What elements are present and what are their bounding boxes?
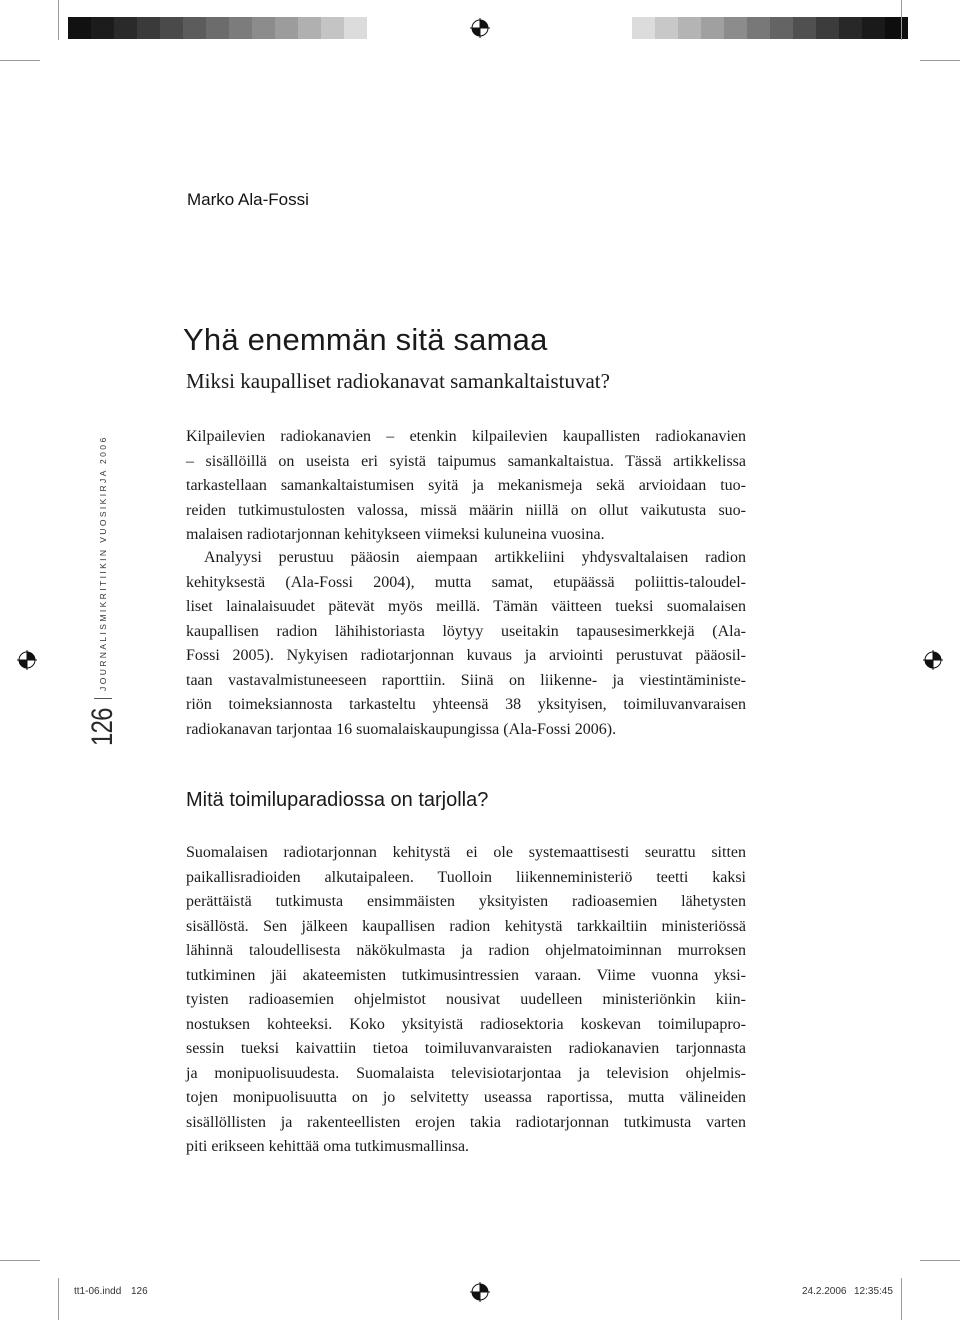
text-line: lähinnä taloudellisesta näkökulmasta ja radion ohjelmatoiminnan murroksen [186, 942, 746, 959]
article-title: Yhä enemmän sitä samaa [183, 322, 548, 357]
registration-target-icon [470, 1282, 490, 1302]
slug-page-number: 126 [131, 1286, 148, 1297]
crop-mark [920, 1260, 960, 1261]
text-line: tyisten radioasemien ohjelmistot nousivat uudelleen ministeriönkin kiin- [186, 991, 746, 1008]
crop-mark [0, 60, 40, 61]
text-line: sisällöllisten ja rakenteellisten erojen takia radiotarjonnan tutkimusta varten [186, 1113, 746, 1131]
text-line: – sisällöillä on useista eri syistä taipumus samankaltaistua. Tässä artikkelissa [186, 452, 746, 470]
registration-mark-right [923, 650, 943, 670]
text-line: tojen monipuolisuutta on jo selvitetty useassa raportissa, mutta välineiden [186, 1089, 746, 1106]
crop-mark [901, 1278, 902, 1320]
text-line: paikallisradioiden alkutaipaleen. Tuolloin liikenneministeriö teetti kaksi [186, 868, 746, 886]
crop-mark [0, 1260, 40, 1261]
color-swatch [839, 17, 862, 39]
color-bar-left [68, 17, 367, 39]
color-swatch [862, 17, 885, 39]
text-line: liset lainalaisuudet pätevät myös meillä. Tämän väitteen tueksi suomalaisen [186, 598, 746, 615]
color-swatch [344, 17, 367, 39]
color-swatch [114, 17, 137, 39]
color-swatch [747, 17, 770, 39]
color-swatch [908, 17, 931, 39]
text-line: sessin tueksi kaivattiin tietoa toimiluvanvaraisten radiokanavien tarjonnasta [186, 1040, 746, 1057]
color-swatch [655, 17, 678, 39]
intro-paragraph [186, 425, 746, 548]
registration-mark-top [470, 18, 490, 38]
text-line: kehityksestä (Ala-Fossi 2004), mutta samat, etupäässä poliittis-taloudel- [186, 573, 746, 591]
color-swatch [183, 17, 206, 39]
text-line: ja monipuolisuudesta. Suomalaista televisiotarjontaa ja television ohjelmis- [186, 1064, 746, 1082]
text-line: piti erikseen kehittää oma tutkimusmallinsa. [186, 1138, 470, 1155]
crop-mark [58, 0, 59, 40]
text-line: kaupallisen radion lähihistoriasta löytyy useitakin tapausesimerkkejä (Ala- [186, 622, 746, 640]
color-swatch [816, 17, 839, 39]
color-swatch [701, 17, 724, 39]
registration-target-icon [923, 650, 943, 670]
color-swatch [206, 17, 229, 39]
slug-time: 12:35:45 [854, 1286, 893, 1297]
registration-mark-left [17, 650, 37, 670]
text-line: tutkiminen jäi akateemisten tutkimusintressien varaan. Viime vuonna yksi- [186, 966, 746, 984]
registration-target-icon [470, 18, 490, 38]
author-name: Marko Ala-Fossi [187, 190, 309, 209]
text-line: radiokanavan tarjontaa 16 suomalaiskaupungissa (Ala-Fossi 2006). [186, 720, 617, 738]
slug-date: 24.2.2006 [802, 1286, 847, 1297]
section-paragraph [186, 841, 746, 1160]
publication-name: JOURNALISMIKRITIIKIN VUOSIKIRJA 2006 [98, 435, 108, 691]
text-line: malaisen radiotarjonnan kehitykseen viimeksi kuluneina vuosina. [186, 526, 605, 543]
crop-mark [920, 60, 960, 61]
color-swatch [678, 17, 701, 39]
text-line: nostuksen kohteeksi. Koko yksityistä radiosektoria koskevan toimilupapro- [186, 1015, 746, 1033]
crop-mark [58, 1278, 59, 1320]
page-number: 126 [86, 708, 119, 746]
color-swatch [793, 17, 816, 39]
text-line: sisällöstä. Sen jälkeen kaupallisen radion kehitystä tarkkailtiin ministeriössä [186, 917, 746, 935]
color-swatch [229, 17, 252, 39]
text-line: Fossi 2005). Nykyisen radiotarjonnan kuvaus ja arviointi perustuvat pääosil- [186, 647, 746, 664]
running-head-divider [94, 698, 112, 699]
section-heading: Mitä toimiluparadiossa on tarjolla? [186, 789, 489, 811]
color-swatch [252, 17, 275, 39]
color-swatch [724, 17, 747, 39]
slug-file-name: tt1-06.indd [74, 1286, 122, 1297]
color-swatch [275, 17, 298, 39]
text-line: tarkastellaan samankaltaistumisen syitä ja mekanismeja sekä arvioidaan tuo- [186, 477, 746, 494]
registration-target-icon [17, 650, 37, 670]
color-swatch [770, 17, 793, 39]
color-swatch [91, 17, 114, 39]
color-bar-right [632, 17, 931, 39]
color-swatch [68, 17, 91, 39]
color-swatch [885, 17, 908, 39]
running-head [86, 435, 120, 746]
text-line: Suomalaisen radiotarjonnan kehitystä ei ole systemaattisesti seurattu sitten [186, 844, 746, 861]
text-line: Kilpailevien radiokanavien – etenkin kilpailevien kaupallisten radiokanavien [186, 428, 746, 445]
text-line: riön toimeksiannosta tarkasteltu yhteensä 38 yksityisen, toimiluvanvaraisen [186, 696, 746, 713]
color-swatch [298, 17, 321, 39]
text-line: perättäistä tutkimusta ensimmäisten yksityisten radioasemien lähetysten [186, 893, 746, 910]
color-swatch [160, 17, 183, 39]
text-line: Analyysi perustuu pääosin aiempaan artikkeliini yhdysvaltalaisen radion [204, 549, 746, 566]
crop-mark [901, 0, 902, 40]
color-swatch [632, 17, 655, 39]
analysis-paragraph [186, 546, 746, 742]
text-line: reiden tutkimustulosten valossa, missä määrin niillä on ollut vaikutusta suo- [186, 501, 746, 519]
article-subtitle: Miksi kaupalliset radiokanavat samankaltaistuvat? [186, 369, 610, 393]
text-line: taan vastavalmistuneeseen raporttiin. Siinä on liikenne- ja viestintäministe- [186, 671, 746, 689]
color-swatch [137, 17, 160, 39]
color-swatch [321, 17, 344, 39]
registration-mark-bottom [470, 1282, 490, 1302]
